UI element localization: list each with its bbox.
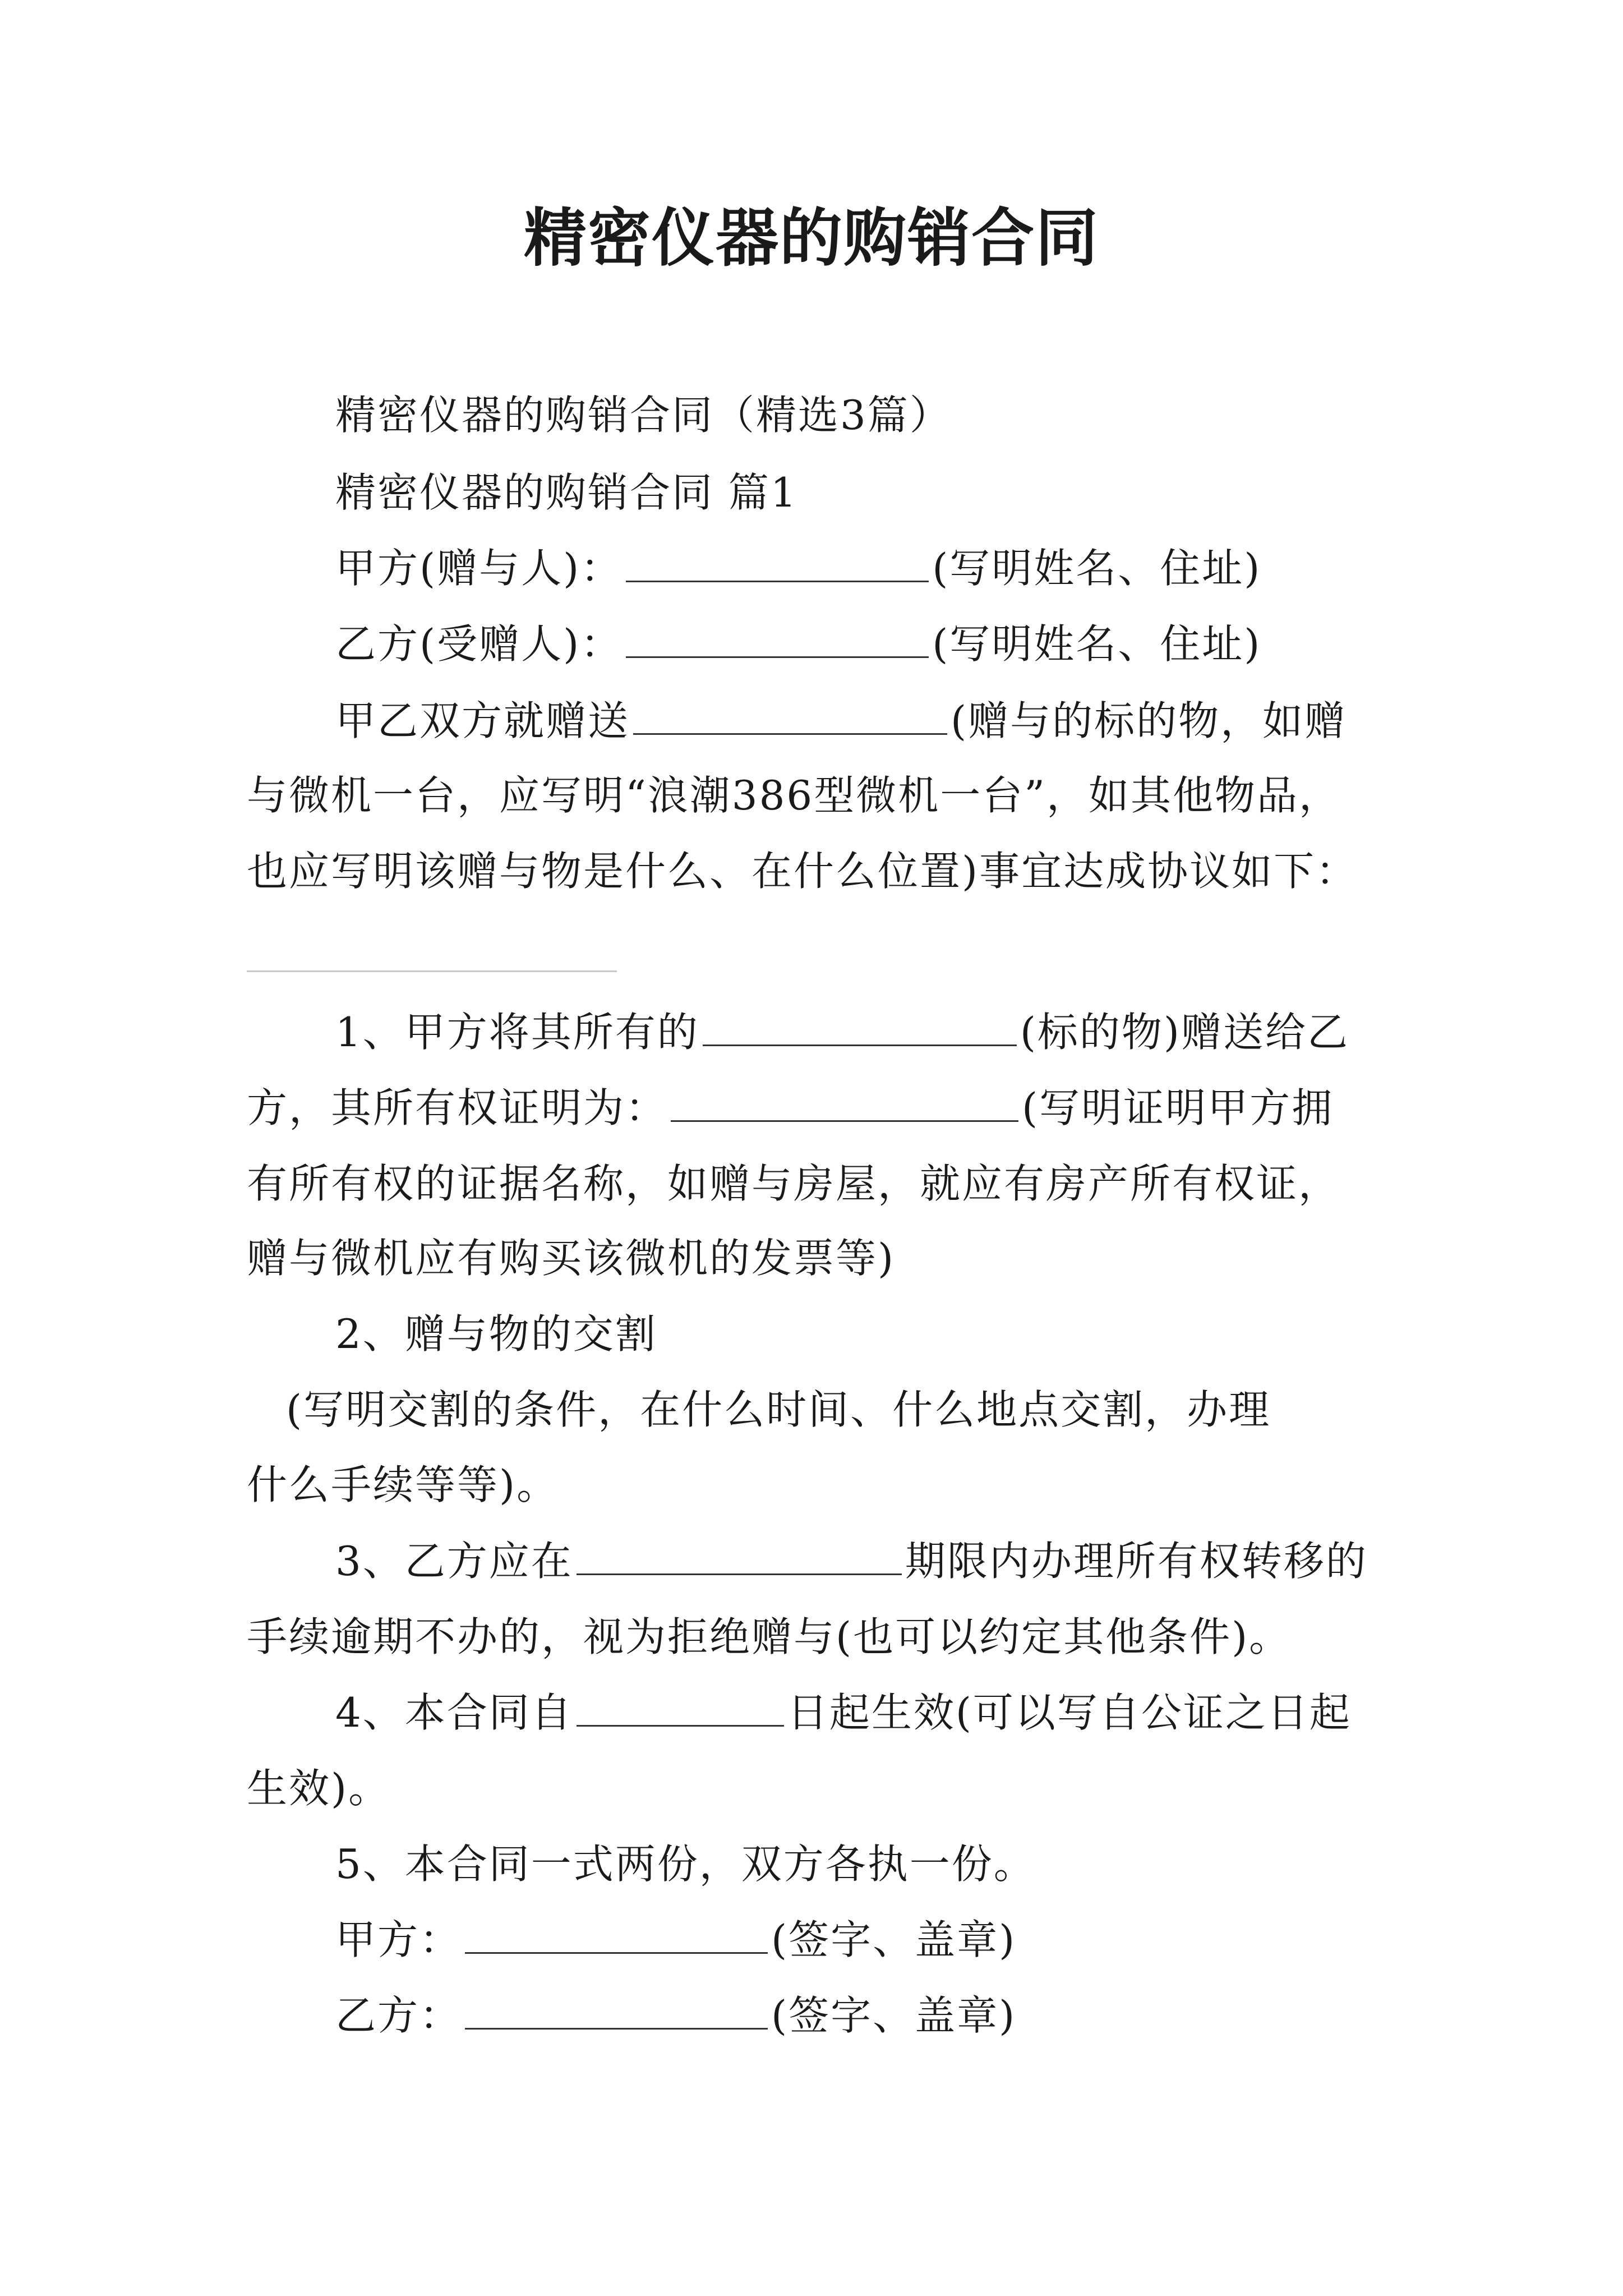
sign-a-line [247,1912,1391,1968]
sign-a-blank[interactable] [465,1912,768,1954]
party-b-line [247,616,1391,672]
party-a-blank[interactable] [626,540,929,582]
document-title: 精密仪器的购销合同 [524,201,1099,275]
clause2-line-1: (写明交割的条件，在什么时间、什么地点交割，办理 [286,1386,1271,1433]
clause4-text-a: 4、本合同自 [335,1689,573,1736]
clause3-line-1 [247,1533,1391,1589]
intro-text-b: (赠与的标的物，如赠 [951,697,1347,744]
clause1-line-3: 有所有权的证据名称，如赠与房屋，就应有房产所有权证， [247,1160,1341,1207]
clause1-text-a: 1、甲方将其所有的 [335,1009,699,1056]
clause1-line-1 [247,1004,1391,1060]
clause3-text-b: 期限内办理所有权转移的 [905,1538,1368,1585]
sign-b-note: (签字、盖章) [771,1992,1017,2039]
clause4-text-b: 日起生效(可以写自公证之日起 [787,1689,1352,1736]
clause2-heading: 2、赠与物的交割 [335,1310,657,1358]
clause1-text-d: (写明证明甲方拥 [1022,1084,1334,1131]
clause2-line-2: 什么手续等等)。 [247,1461,559,1508]
party-b-note: (写明姓名、住址) [932,620,1262,668]
ownership-proof-blank[interactable] [671,1080,1018,1122]
sign-b-label: 乙方： [335,1992,462,2039]
clause4-line-2: 生效)。 [247,1765,391,1812]
party-b-label: 乙方(受赠人)： [335,620,623,668]
intro-line-1 [247,693,1391,749]
section-heading: 精密仪器的购销合同 篇1 [335,469,798,516]
clause1-line-4: 赠与微机应有购买该微机的发票等) [247,1235,896,1282]
effective-date-blank[interactable] [577,1685,784,1727]
intro-text-a: 甲乙双方就赠送 [335,697,630,744]
document-subtitle: 精密仪器的购销合同（精选3篇） [335,392,952,439]
sign-a-note: (签字、盖章) [771,1916,1017,1963]
clause1-text-c: 方，其所有权证明为： [247,1084,668,1131]
clause3-line-2: 手续逾期不办的，视为拒绝赠与(也可以约定其他条件)。 [247,1613,1292,1660]
transfer-period-blank[interactable] [577,1533,902,1575]
intro-line-2: 与微机一台，应写明“浪潮386型微机一台”，如其他物品， [247,772,1341,819]
gift-item-blank[interactable] [633,693,947,735]
clause3-text-a: 3、乙方应在 [335,1538,573,1585]
sign-b-blank[interactable] [465,1987,768,2030]
clause1-line-2 [247,1080,1391,1136]
sign-a-label: 甲方： [335,1916,462,1963]
party-a-line [247,540,1391,596]
subject-matter-blank[interactable] [703,1004,1017,1046]
clause5-line: 5、本合同一式两份，双方各执一份。 [335,1841,1036,1888]
clause1-text-b: (标的物)赠送给乙 [1020,1009,1349,1056]
divider [247,970,617,972]
party-b-blank[interactable] [626,616,929,658]
sign-b-line [247,1987,1391,2044]
intro-line-3: 也应写明该赠与物是什么、在什么位置)事宜达成协议如下： [247,848,1358,895]
clause4-line-1 [247,1685,1391,1741]
party-a-note: (写明姓名、住址) [932,545,1262,592]
party-a-label: 甲方(赠与人)： [335,545,623,592]
